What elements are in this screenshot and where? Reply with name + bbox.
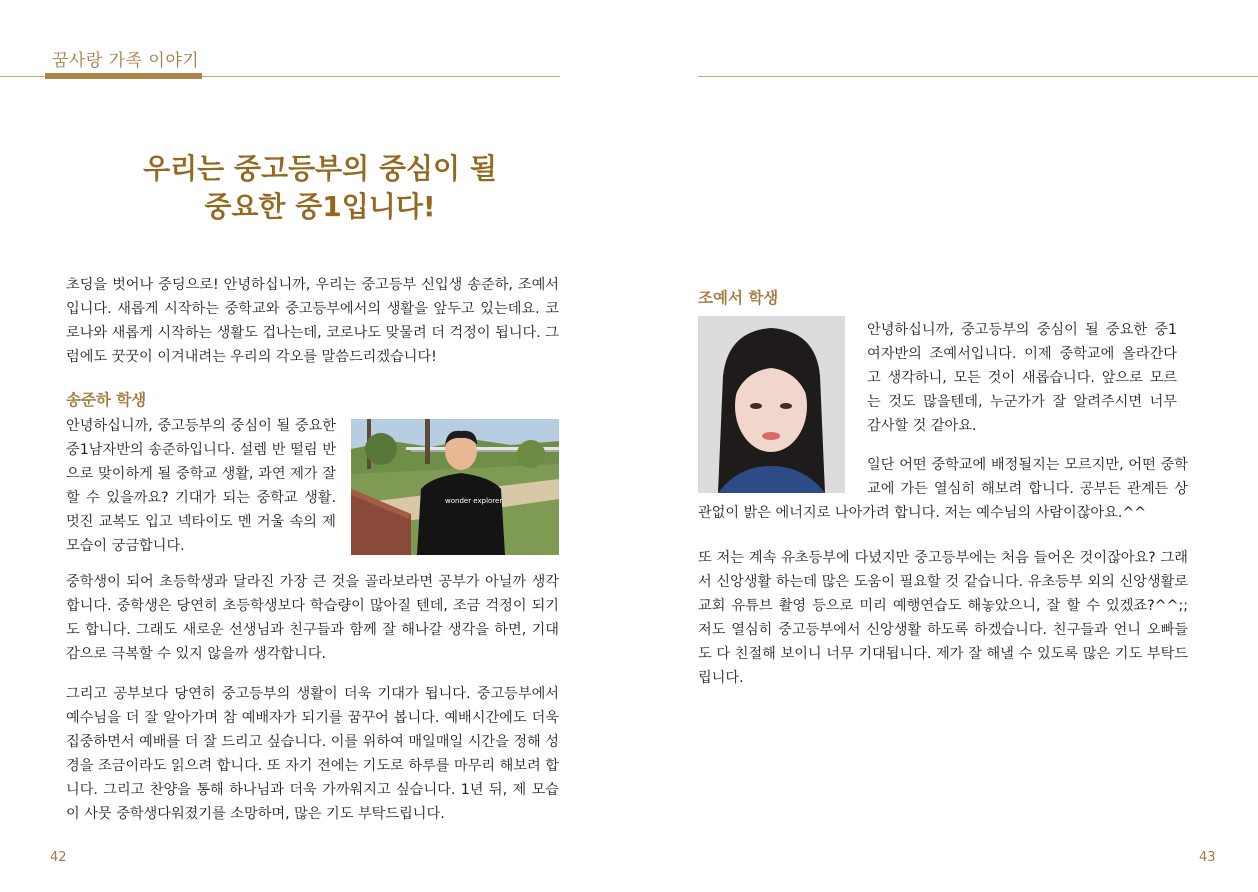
left-paragraph-2: 중학생이 되어 초등학생과 달라진 가장 큰 것을 골라보라면 공부가 아닐까 생각합니다. 중학생은 당연히 초등학생보다 학습량이 많아질 텐데, 조금 걱정이 되기도 합니다. 그래도 새로운 선생님과 친구들과 함께 잘 해나갈 생각을 하면, 기대감으로 극복할 수 있지 않을까 생각합니다. [66, 574, 559, 662]
header-rule-accent [45, 73, 202, 79]
header-rule-right [698, 76, 1258, 77]
left-paragraph-3: 그리고 공부보다 당연히 중고등부의 생활이 더욱 기대가 됩니다. 중고등부에서 예수님을 더 잘 알아가며 참 예배자가 되기를 꿈꾸어 봅니다. 예배시간에도 더욱 집중하면서 예배를 더 잘 드리고 싶습니다. 이를 위하여 매일매일 시간을 정해 성경을 조금이라도 읽으려 합니다. 또 자기 전에는 기도로 하루를 마무리 해보려 합니다. 그리고 찬양을 통해 하나님과 더욱 가까워지고 싶습니다. 1년 뒤, 제 모습이 사뭇 중학생다워졌기를 소망하며, 많은 기도 부탁드립니다. [66, 686, 559, 822]
right-paragraph-2: 또 저는 계속 유초등부에 다녔지만 중고등부에는 처음 들어온 것이잖아요? 그래서 신앙생활 하는데 많은 도움이 필요할 것 같습니다. 유초등부 외의 신앙생활로 교회 유튜브 촬영 등으로 미리 예행연습도 해놓았으니, 잘 할 수 있겠죠?^^;; 저도 열심히 중고등부에서 신앙생활 하도록 하겠습니다. 친구들과 언니 오빠들도 다 친절해 보이니 너무 기대됩니다. 제가 잘 해낼 수 있도록 많은 기도 부탁드립니다. [698, 550, 1188, 686]
student2-name: 조예서 학생 [698, 289, 779, 307]
photo-wrap-spacer [698, 453, 867, 499]
headline-line-1: 우리는 중고등부의 중심이 될 [143, 152, 497, 185]
student1-name: 송준하 학생 [66, 391, 147, 409]
headline-line-2: 중요한 중1입니다! [204, 190, 436, 223]
page-number-left: 42 [50, 850, 67, 865]
student1-photo-image [351, 419, 559, 555]
intro-paragraph: 초딩을 벗어나 중딩으로! 안녕하십니까, 우리는 중고등부 신입생 송준하, 조예서 입니다. 새롭게 시작하는 중학교와 중고등부에서의 생활을 앞두고 있는데요. 코로나와 새롭게 시작하는 생활도 겁나는데, 코로나도 맞물려 더 걱정이 됩니다. 그럼에도 꿋꿋이 이겨내려는 우리의 각오를 말씀드리겠습니다! [66, 277, 559, 365]
student2-intro-a: 안녕하십니까, 중고등부의 중심이 될 중요한 중1 여자반의 조예서입니다. 이제 중학교에 올라간다고 생각하니, 모든 것이 새롭습니다. 앞으로 모르는 것도 많을텐데, 누군가가 잘 알려주시면 너무 감사할 것 같아요. [867, 322, 1177, 434]
shirt-text: wonder explorer [445, 497, 503, 505]
student1-intro: 안녕하십니까, 중고등부의 중심이 될 중요한 중1남자반의 송준하입니다. 설렘 반 떨림 반으로 맞이하게 될 중학교 생활, 과연 제가 잘 할 수 있을까요? 기대가 되는 중학교 생활. 멋진 교복도 입고 넥타이도 멘 거울 속의 제 모습이 궁금합니다. [66, 418, 336, 554]
student2-intro-b-text: 일단 어떤 중학교에 배정될지는 모르지만, 어떤 중학교에 가든 열심히 해보려 합니다. 공부든 관계든 상관없이 밝은 에너지로 나아가려 합니다. 저는 예수님의 사람이잖아요.^^ [698, 457, 1188, 521]
page-number-right: 43 [1199, 850, 1216, 865]
section-title: 꿈사랑 가족 이야기 [52, 51, 200, 71]
student1-photo [351, 419, 559, 555]
student2-intro-b [698, 453, 1188, 525]
headline [70, 150, 570, 226]
